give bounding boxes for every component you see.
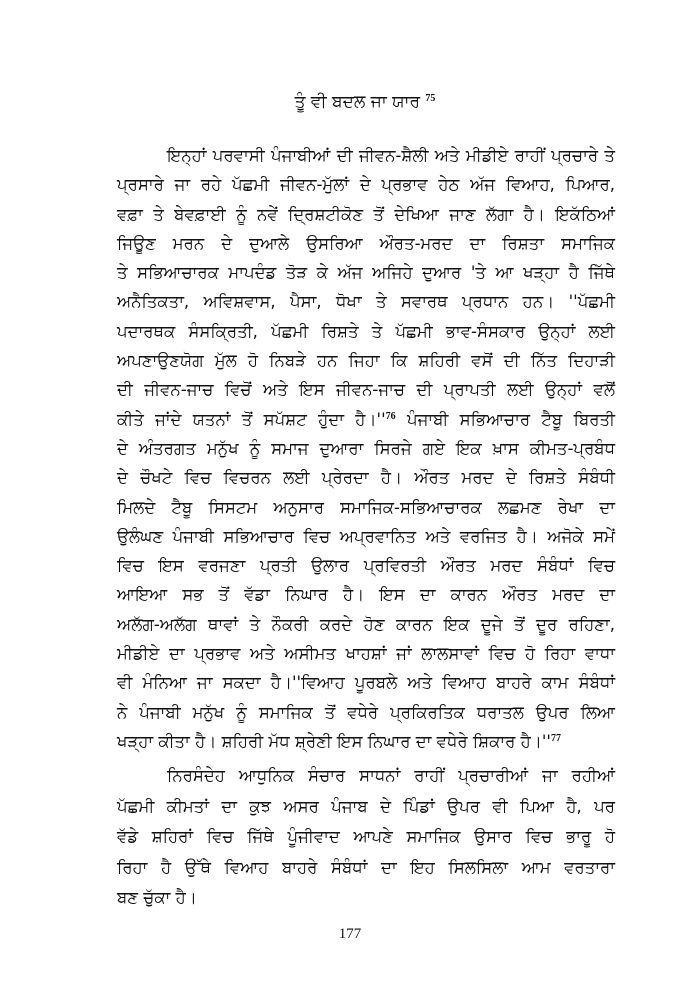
text-line (117, 317, 615, 346)
text-segment: ਨਿਰਸੰਦੇਹ ਆਧੁਨਿਕ ਸੰਚਾਰ ਸਾਧਨਾਂ ਰਾਹੀਂ ਪ੍ਰਚਾਰੀਆਂ ਜਾ ਰਹੀਆਂ (167, 766, 615, 785)
text-segment: ਅਨੈਤਿਕਤਾ, ਅਵਿਸ਼ਵਾਸ, ਪੈਸਾ, ਧੋਖਾ ਤੇ ਸਵਾਰਥ ਪ੍ਰਧਾਨ ਹਨ। ''ਪੱਛਮੀ (117, 292, 615, 312)
text-line (117, 346, 615, 375)
text-segment: ਮੀਡੀਏ ਦਾ ਪ੍ਰਭਾਵ ਅਤੇ ਅਸੀਮਤ ਖਾਹਸ਼ਾਂ ਜਾਂ ਲਾਲਸਾਵਾਂ ਵਿਚ ਹੋ ਰਿਹਾ ਵਾਧਾ (117, 644, 615, 664)
text-line (117, 258, 615, 287)
text-line (117, 434, 615, 463)
text-line (117, 551, 615, 580)
paragraph-1 (117, 141, 615, 756)
text-line (117, 792, 615, 823)
text-line (117, 141, 615, 170)
text-segment: ਦੇ ਅੰਤਰਗਤ ਮਨੁੱਖ ਨੂੰ ਸਮਾਜ ਦੁਆਰਾ ਸਿਰਜੇ ਗਏ ਇਕ ਖ਼ਾਸ ਕੀਮਤ-ਪ੍ਰਬੰਧ (117, 438, 615, 458)
text-segment: ਅਪਣਾਉਣਯੋਗ ਮੁੱਲ ਹੋ ਨਿਬੜੇ ਹਨ ਜਿਹਾ ਕਿ ਸ਼ਹਿਰੀ ਵਸੋਂ ਦੀ ਨਿੱਤ ਦਿਹਾੜੀ (117, 351, 615, 371)
text-segment: ਵਫ਼ਾ ਤੇ ਬੇਵਫ਼ਾਈ ਨੂੰ ਨਵੇਂ ਦ੍ਰਿਸ਼ਟੀਕੋਣ ਤੋਂ ਦੇਖਿਆ ਜਾਣ ਲੱਗਾ ਹੈ। ਇਕੱਠਿਆਂ (117, 204, 615, 224)
text-line (117, 639, 615, 668)
text-segment: ਵਿਚ ਇਸ ਵਰਜਣਾ ਪ੍ਰਤੀ ਉਲਾਰ ਪ੍ਰਵਿਰਤੀ ਔਰਤ ਮਰਦ ਸੰਬੰਧਾਂ ਵਿਚ (117, 556, 615, 576)
page-number: 177 (338, 926, 362, 942)
text-segment: ਆਇਆ ਸਭ ਤੋਂ ਵੱਡਾ ਨਿਘਾਰ ਹੈ। ਇਸ ਦਾ ਕਾਰਨ ਔਰਤ ਮਰਦ ਦਾ (117, 585, 615, 605)
text-segment: ਵੀ ਮੰਨਿਆ ਜਾ ਸਕਦਾ ਹੈ।''ਵਿਆਹ ਪੂਰਬਲੇ ਅਤੇ ਵਿਆਹ ਬਾਹਰੇ ਕਾਮ ਸੰਬੰਧਾਂ (117, 673, 615, 693)
text-line (117, 668, 615, 697)
section-title (0, 92, 700, 112)
footnote-ref: 76 (385, 410, 396, 422)
text-segment: ਦੀ ਜੀਵਨ-ਜਾਚ ਵਿਚੋਂ ਅਤੇ ਇਸ ਜੀਵਨ-ਜਾਚ ਦੀ ਪ੍ਰਾਪਤੀ ਲਈ ਉਨ੍ਹਾਂ ਵਲੋਂ (117, 380, 615, 400)
text-line (117, 580, 615, 609)
text-line (117, 200, 615, 229)
text-line (117, 727, 615, 756)
text-line (117, 463, 615, 492)
text-segment: ਦੇ ਚੌਖਟੇ ਵਿਚ ਵਿਚਰਨ ਲਈ ਪ੍ਰੇਰਦਾ ਹੈ। ਔਰਤ ਮਰਦ ਦੇ ਰਿਸ਼ਤੇ ਸੰਬੰਧੀ (117, 468, 615, 488)
text-line (117, 170, 615, 199)
text-line (117, 853, 615, 884)
text-segment: ਤੇ ਸਭਿਆਚਾਰਕ ਮਾਪਦੰਡ ਤੋੜ ਕੇ ਅੱਜ ਅਜਿਹੇ ਦੁਆਰ 'ਤੇ ਆ ਖੜ੍ਹਾ ਹੈ ਜਿੱਥੇ (117, 263, 615, 283)
text-segment: ਜਿਊਣ ਮਰਨ ਦੇ ਦੁਆਲੇ ਉਸਰਿਆ ਔਰਤ-ਮਰਦ ਦਾ ਰਿਸ਼ਤਾ ਸਮਾਜਿਕ (117, 233, 615, 253)
footnote-ref: 75 (425, 93, 436, 104)
text-line (117, 883, 615, 914)
text-line (117, 287, 615, 316)
text-segment: ਵੱਡੇ ਸ਼ਹਿਰਾਂ ਵਿਚ ਜਿੱਥੇ ਪੂੰਜੀਵਾਦ ਆਪਣੇ ਸਮਾਜਿਕ ਉਸਾਰ ਵਿਚ ਭਾਰੂ ਹੋ (117, 827, 615, 847)
text-segment: ਇਨ੍ਹਾਂ ਪਰਵਾਸੀ ਪੰਜਾਬੀਆਂ ਦੀ ਜੀਵਨ-ਸ਼ੈਲੀ ਅਤੇ ਮੀਡੀਏ ਰਾਹੀਂ ਪ੍ਰਚਾਰੇ ਤੇ (167, 146, 615, 165)
text-segment: ਪੰਜਾਬੀ ਸਭਿਆਚਾਰ ਟੈਬੂ ਬਿਰਤੀ (395, 409, 616, 429)
text-segment: ਖੜ੍ਹਾ ਕੀਤਾ ਹੈ। ਸ਼ਹਿਰੀ ਮੱਧ ਸ਼੍ਰੇਣੀ ਇਸ ਨਿਘਾਰ ਦਾ ਵਧੇਰੇ ਸ਼ਿਕਾਰ ਹੈ।'' (117, 731, 551, 751)
text-segment: ਨੇ ਪੰਜਾਬੀ ਮਨੁੱਖ ਨੂੰ ਸਮਾਜਿਕ ਤੋਂ ਵਧੇਰੇ ਪ੍ਰਕਿਰਤਿਕ ਧਰਾਤਲ ਉਪਰ ਲਿਆ (117, 702, 615, 722)
section-title-text: ਤੂੰ ਵੀ ਬਦਲ ਜਾ ਯਾਰ (294, 92, 421, 112)
text-segment: ਪ੍ਰਸਾਰੇ ਜਾ ਰਹੇ ਪੱਛਮੀ ਜੀਵਨ-ਮੁੱਲਾਂ ਦੇ ਪ੍ਰਭਾਵ ਹੇਠ ਅੱਜ ਵਿਆਹ, ਪਿਆਰ, (117, 175, 615, 195)
text-line (117, 822, 615, 853)
text-line (117, 375, 615, 404)
text-segment: ਕੀਤੇ ਜਾਂਦੇ ਯਤਨਾਂ ਤੋਂ ਸਪੱਸ਼ਟ ਹੁੰਦਾ ਹੈ।'' (117, 409, 386, 429)
text-segment: ਪੱਛਮੀ ਕੀਮਤਾਂ ਦਾ ਕੁਝ ਅਸਰ ਪੰਜਾਬ ਦੇ ਪਿੰਡਾਂ ਉਪਰ ਵੀ ਪਿਆ ਹੈ, ਪਰ (117, 796, 615, 816)
text-line (117, 698, 615, 727)
text-line (117, 405, 615, 434)
text-line (117, 761, 615, 792)
paragraph-2 (117, 761, 615, 914)
text-segment: ਉਲੰਘਣ ਪੰਜਾਬੀ ਸਭਿਆਚਾਰ ਵਿਚ ਅਪ੍ਰਵਾਨਿਤ ਅਤੇ ਵਰਜਿਤ ਹੈ। ਅਜੋਕੇ ਸਮੇਂ (117, 526, 615, 546)
footnote-ref: 77 (550, 732, 561, 744)
text-segment: ਅਲੱਗ-ਅਲੱਗ ਥਾਵਾਂ ਤੇ ਨੌਕਰੀ ਕਰਦੇ ਹੋਣ ਕਾਰਨ ਇਕ ਦੂਜੇ ਤੋਂ ਦੂਰ ਰਹਿਣਾ, (117, 614, 615, 634)
text-line (117, 522, 615, 551)
text-line (117, 493, 615, 522)
text-segment: ਬਣ ਚੁੱਕਾ ਹੈ। (117, 888, 197, 908)
text-segment: ਮਿਲਦੇ ਟੈਬੂ ਸਿਸਟਮ ਅਨੁਸਾਰ ਸਮਾਜਿਕ-ਸਭਿਆਚਾਰਕ ਲਛਮਣ ਰੇਖਾ ਦਾ (117, 497, 615, 517)
text-line (117, 610, 615, 639)
text-line (117, 229, 615, 258)
text-segment: ਰਿਹਾ ਹੈ ਉੱਥੇ ਵਿਆਹ ਬਾਹਰੇ ਸੰਬੰਧਾਂ ਦਾ ਇਹ ਸਿਲਸਿਲਾ ਆਮ ਵਰਤਾਰਾ (117, 857, 615, 877)
text-segment: ਪਦਾਰਥਕ ਸੰਸਕ੍ਰਿਤੀ, ਪੱਛਮੀ ਰਿਸ਼ਤੇ ਤੇ ਪੱਛਮੀ ਭਾਵ-ਸੰਸਕਾਰ ਉਨ੍ਹਾਂ ਲਈ (117, 321, 615, 341)
